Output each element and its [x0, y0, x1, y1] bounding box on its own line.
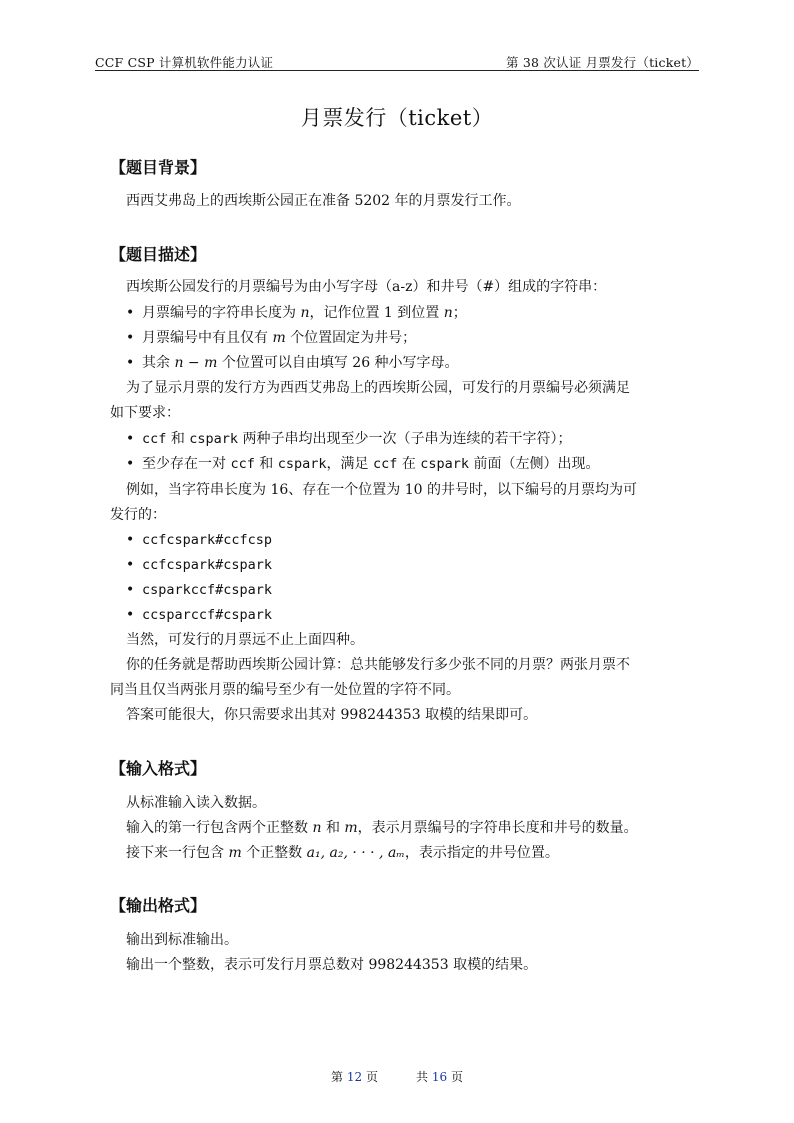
- total-pages: 16: [431, 1070, 448, 1084]
- list-item: • 其余 n − m 个位置可以自由填写 26 种小写字母。: [126, 355, 459, 371]
- background-text: 西西艾弗岛上的西埃斯公园正在准备 5202 年的月票发行工作。: [126, 193, 521, 209]
- input-line-3: 接下来一行包含 m 个正整数 a₁, a₂, · · · , aₘ，表示指定的井号位置。: [126, 845, 559, 861]
- page-number: 12: [346, 1070, 363, 1084]
- bullet-icon: •: [126, 557, 135, 573]
- page-header: [95, 50, 699, 71]
- bullet-icon: •: [126, 532, 135, 548]
- requirement-line-1: 为了显示月票的发行方为西西艾弗岛上的西埃斯公园，可发行的月票编号必须满足: [126, 380, 630, 396]
- task-line-2: 同当且仅当两张月票的编号至少有一处位置的字符不同。: [110, 682, 460, 698]
- of-course-text: 当然，可发行的月票远不止上面四种。: [126, 632, 364, 648]
- list-item: • ccf 和 cspark 两种子串均出现至少一次（子串为连续的若干字符）；: [126, 431, 572, 447]
- bullet-icon: •: [126, 431, 135, 447]
- description-intro: 西埃斯公园发行的月票编号为由小写字母（a-z）和井号（#）组成的字符串：: [126, 279, 607, 295]
- list-item: • 月票编号中有且仅有 m 个位置固定为井号；: [126, 330, 417, 346]
- page-footer: 第 12 页 共 16 页: [331, 1070, 463, 1084]
- list-item: • ccfcspark#cspark: [126, 557, 273, 573]
- bullet-icon: •: [126, 330, 135, 346]
- task-line-1: 你的任务就是帮助西埃斯公园计算：总共能够发行多少张不同的月票？两张月票不: [126, 657, 630, 673]
- answer-text: 答案可能很大，你只需要求出其对 998244353 取模的结果即可。: [126, 707, 538, 723]
- list-item: • 至少存在一对 ccf 和 cspark，满足 ccf 在 cspark 前面（左侧）出现。: [126, 456, 600, 472]
- input-line-2: 输入的第一行包含两个正整数 n 和 m，表示月票编号的字符串长度和井号的数量。: [126, 820, 638, 836]
- section-heading-description: 【题目描述】: [110, 245, 207, 264]
- bullet-icon: •: [126, 582, 135, 598]
- requirement-line-2: 如下要求：: [110, 405, 180, 421]
- header-left: CCF CSP 计算机软件能力认证: [95, 55, 274, 70]
- bullet-icon: •: [126, 355, 135, 371]
- section-heading-background: 【题目背景】: [110, 158, 207, 177]
- list-item: • ccfcspark#ccfcsp: [126, 532, 273, 548]
- example-line-2: 发行的：: [110, 507, 166, 523]
- bullet-icon: •: [126, 305, 135, 321]
- output-line-1: 输出到标准输出。: [126, 932, 238, 948]
- bullet-icon: •: [126, 456, 135, 472]
- example-line-1: 例如，当字符串长度为 16、存在一个位置为 10 的井号时，以下编号的月票均为可: [126, 482, 637, 498]
- bullet-icon: •: [126, 607, 135, 623]
- list-item: • csparkccf#cspark: [126, 582, 273, 598]
- list-item: • 月票编号的字符串长度为 n，记作位置 1 到位置 n；: [126, 305, 467, 321]
- list-item: • ccsparccf#cspark: [126, 607, 273, 623]
- output-line-2: 输出一个整数，表示可发行月票总数对 998244353 取模的结果。: [126, 957, 538, 973]
- header-right: 第 38 次认证 月票发行（ticket）: [505, 55, 699, 70]
- section-heading-output: 【输出格式】: [110, 896, 207, 915]
- page-title: 月票发行（ticket）: [300, 106, 494, 130]
- section-heading-input: 【输入格式】: [110, 759, 207, 778]
- input-line-1: 从标准输入读入数据。: [126, 795, 266, 811]
